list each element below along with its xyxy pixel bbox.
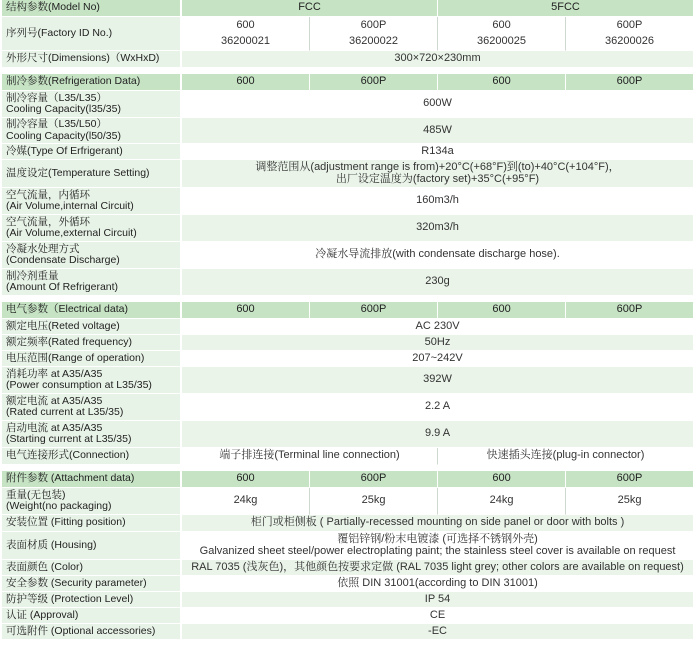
spec-value: AC 230V [182, 319, 693, 335]
weight-value: 25kg [309, 488, 437, 515]
spec-label: 额定电流 at A35/A35 (Rated current at L35/35) [2, 394, 182, 421]
weight-value: 24kg [182, 488, 309, 515]
model-header: 600P [565, 471, 693, 488]
struct-label: 结构参数(Model No) [2, 0, 182, 17]
fcc-group-header: FCC [182, 0, 437, 17]
spec-label: 额定频率(Rated frequency) [2, 335, 182, 351]
spec-row [2, 188, 693, 215]
spec-value: R134a [182, 144, 693, 160]
spec-row [2, 269, 693, 296]
spec-label: 制冷容量（L35/L50） Cooling Capacity(l50/35) [2, 118, 182, 144]
model-header: 600 [437, 471, 565, 488]
spec-label: 冷媒(Type Of Erfrigerant) [2, 144, 182, 160]
spec-value: 600W [182, 91, 693, 118]
model-header: 600 [182, 471, 309, 488]
spec-label: 安全参数 (Security parameter) [2, 576, 182, 592]
spec-row [2, 394, 693, 421]
spec-label: 空气流量，外循环 (Air Volume,external Circuit) [2, 215, 182, 242]
spec-row [2, 576, 693, 592]
model-header: 600 [182, 74, 309, 91]
model-header: 600P [565, 74, 693, 91]
spec-row [2, 118, 693, 144]
spec-value: 2.2 A [182, 394, 693, 421]
spec-row [2, 91, 693, 118]
connection-value-5fcc: 快速插头连接(plug-in connector) [437, 448, 693, 465]
spec-row [2, 532, 693, 560]
spec-label: 表面材质 (Housing) [2, 532, 182, 560]
spec-label: 制冷剂重量 (Amount Of Refrigerant) [2, 269, 182, 296]
spec-label: 空气流量，内循环 (Air Volume,internal Circuit) [2, 188, 182, 215]
refrig-label: 制冷参数(Refrigeration Data) [2, 74, 182, 91]
serial-label: 序列号(Factory ID No.) [2, 17, 182, 51]
model-header: 600P [309, 74, 437, 91]
spec-row [2, 367, 693, 394]
spec-label: 安装位置 (Fitting position) [2, 515, 182, 532]
serial-row [2, 17, 693, 51]
spec-label: 表面颜色 (Color) [2, 560, 182, 576]
elec-label: 电气参数（Electrical data) [2, 302, 182, 319]
refrig-header-row [2, 74, 693, 91]
spec-row [2, 624, 693, 640]
spec-value: 160m3/h [182, 188, 693, 215]
spec-label: 启动电流 at A35/A35 (Starting current at L35/35) [2, 421, 182, 448]
model-id-cell: 600 36200021 [182, 17, 309, 51]
spec-value: 调整范围从(adjustment range is from)+20°C(+68°F)到(to)+40°C(+104°F)， 出厂设定温度为(factory set)+35°C(+95°F) [182, 160, 693, 188]
model-id-cell: 600P 36200026 [565, 17, 693, 51]
spec-row [2, 592, 693, 608]
connection-value-fcc: 端子排连接(Terminal line connection) [182, 448, 437, 465]
spec-value: 柜门或柜侧板 ( Partially-recessed mounting on side panel or door with bolts ) [182, 515, 693, 532]
model-header: 600P [565, 302, 693, 319]
model-header: 600 [437, 302, 565, 319]
dimensions-row [2, 51, 693, 68]
spec-value: 9.9 A [182, 421, 693, 448]
spec-row [2, 242, 693, 269]
spec-label: 可选附件 (Optional accessories) [2, 624, 182, 640]
model-header: 600P [309, 302, 437, 319]
model-header: 600 [182, 302, 309, 319]
model-id-cell: 600 36200025 [437, 17, 565, 51]
spec-value: 207~242V [182, 351, 693, 367]
spec-row [2, 608, 693, 624]
spec-value: 冷凝水导流排放(with condensate discharge hose). [182, 242, 693, 269]
spec-label: 温度设定(Temperature Setting) [2, 160, 182, 188]
spec-row [2, 319, 693, 335]
spec-value: 485W [182, 118, 693, 144]
spec-row [2, 215, 693, 242]
spec-label: 冷凝水处理方式 (Condensate Discharge) [2, 242, 182, 269]
attach-label: 附件参数 (Attachment data) [2, 471, 182, 488]
spec-row [2, 351, 693, 367]
spec-row [2, 560, 693, 576]
spec-row [2, 421, 693, 448]
spec-value: 320m3/h [182, 215, 693, 242]
dimensions-value: 300×720×230mm [182, 51, 693, 68]
connection-label: 电气连接形式(Connection) [2, 448, 182, 465]
spec-label: 消耗功率 at A35/A35 (Power consumption at L35/35) [2, 367, 182, 394]
spec-value: RAL 7035 (浅灰色)，其他颜色按要求定做 (RAL 7035 light grey; other colors are available on request) [182, 560, 693, 576]
spec-table [2, 0, 693, 640]
weight-label: 重量(无包装) (Weight(no packaging) [2, 488, 182, 515]
spec-row [2, 335, 693, 351]
spec-row [2, 515, 693, 532]
model-id-cell: 600P 36200022 [309, 17, 437, 51]
connection-row [2, 448, 693, 465]
model-header: 600P [309, 471, 437, 488]
struct-header-row [2, 0, 693, 17]
spec-label: 电压范围(Range of operation) [2, 351, 182, 367]
attach-header-row [2, 471, 693, 488]
spec-value: 50Hz [182, 335, 693, 351]
spec-value: 依照 DIN 31001(according to DIN 31001) [182, 576, 693, 592]
spec-value: -EC [182, 624, 693, 640]
weight-value: 24kg [437, 488, 565, 515]
model-header: 600 [437, 74, 565, 91]
dimensions-label: 外形尺寸(Dimensions)（WxHxD) [2, 51, 182, 68]
spec-value: 230g [182, 269, 693, 296]
fcc5-group-header: 5FCC [437, 0, 693, 17]
spec-label: 防护等级 (Protection Level) [2, 592, 182, 608]
spec-label: 额定电压(Reted voltage) [2, 319, 182, 335]
weight-row [2, 488, 693, 515]
elec-header-row [2, 302, 693, 319]
spec-value: 覆铝锌钢/粉末电镀漆 (可选择不锈钢外壳) Galvanized sheet steel/power electroplating paint; the stainless steel cover is available on request [182, 532, 693, 560]
spec-label: 制冷容量（L35/L35） Cooling Capacity(l35/35) [2, 91, 182, 118]
spec-value: IP 54 [182, 592, 693, 608]
weight-value: 25kg [565, 488, 693, 515]
spec-row [2, 160, 693, 188]
spec-value: 392W [182, 367, 693, 394]
spec-row [2, 144, 693, 160]
spec-value: CE [182, 608, 693, 624]
spec-label: 认证 (Approval) [2, 608, 182, 624]
